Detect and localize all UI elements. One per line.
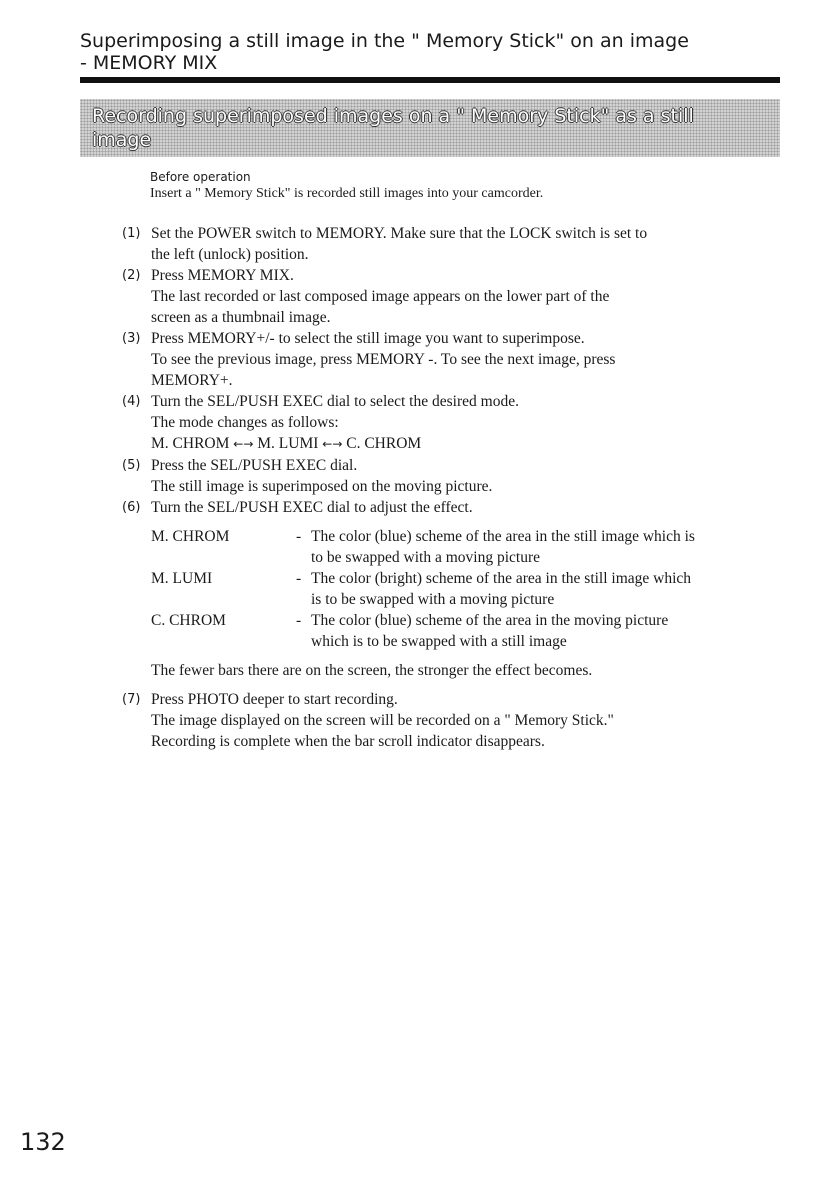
step-line: screen as a thumbnail image. — [151, 309, 331, 326]
page-header-title — [80, 30, 780, 74]
section-title-line-2: image — [92, 129, 152, 151]
mode-desc-line: The color (blue) scheme of the area in the moving picture — [311, 612, 669, 629]
step-line: The still image is superimposed on the moving picture. — [151, 478, 493, 495]
step-1 — [122, 223, 782, 265]
mode-table — [151, 526, 781, 652]
mode-dash: - — [296, 528, 302, 545]
mode-dash: - — [296, 612, 302, 629]
step-number: (1) — [122, 226, 141, 241]
step-line: MEMORY+. — [151, 372, 233, 389]
step-line: Press MEMORY+/- to select the still image you want to superimpose. — [151, 330, 585, 347]
header-title-line-2: - MEMORY MIX — [80, 52, 218, 74]
mode-desc-line: The color (blue) scheme of the area in the still image which is — [311, 528, 695, 545]
mode-name: M. CHROM — [151, 528, 230, 545]
step-line: Press the SEL/PUSH EXEC dial. — [151, 457, 358, 474]
step-line: The mode changes as follows: — [151, 414, 339, 431]
step-line: Turn the SEL/PUSH EXEC dial to adjust the effect. — [151, 499, 473, 516]
step-number: (6) — [122, 500, 141, 515]
effect-note: The fewer bars there are on the screen, the stronger the effect becomes. — [151, 662, 593, 679]
page-number: 132 — [20, 1128, 66, 1156]
mode-sequence-first: M. CHROM — [151, 435, 230, 452]
step-number: (4) — [122, 394, 141, 409]
header-rule — [80, 77, 780, 83]
mode-sequence-second: M. LUMI — [257, 435, 319, 452]
before-operation-text: Insert a " Memory Stick" is recorded still images into your camcorder. — [150, 186, 544, 201]
before-operation-heading: Before operation — [150, 170, 251, 184]
step-6 — [122, 497, 782, 681]
mode-desc-line: is to be swapped with a moving picture — [311, 591, 555, 608]
mode-row — [151, 526, 781, 568]
header-title-line-1: Superimposing a still image in the " Memory Stick" on an image — [80, 30, 689, 52]
step-2 — [122, 265, 782, 328]
section-title-line-1: Recording superimposed images on a " Memory Stick" as a still — [92, 105, 694, 127]
step-number: (3) — [122, 331, 141, 346]
step-line: Press PHOTO deeper to start recording. — [151, 691, 398, 708]
step-3 — [122, 328, 782, 391]
step-line: The last recorded or last composed image appears on the lower part of the — [151, 288, 610, 305]
step-line: Turn the SEL/PUSH EXEC dial to select the desired mode. — [151, 393, 519, 410]
step-line: Press MEMORY MIX. — [151, 267, 294, 284]
double-arrow-icon: ←→ — [322, 437, 343, 451]
mode-name: M. LUMI — [151, 570, 213, 587]
step-number: (5) — [122, 458, 141, 473]
mode-sequence — [151, 433, 781, 455]
double-arrow-icon: ←→ — [233, 437, 254, 451]
mode-row — [151, 610, 781, 652]
mode-dash: - — [296, 570, 302, 587]
mode-name: C. CHROM — [151, 612, 226, 629]
steps-list — [122, 223, 782, 752]
step-4 — [122, 391, 782, 455]
step-7 — [122, 689, 782, 752]
step-line: Set the POWER switch to MEMORY. Make sure that the LOCK switch is set to — [151, 225, 648, 242]
mode-desc-line: The color (bright) scheme of the area in the still image which — [311, 570, 692, 587]
mode-desc-line: which is to be swapped with a still image — [311, 633, 567, 650]
mode-desc-line: to be swapped with a moving picture — [311, 549, 541, 566]
step-5 — [122, 455, 782, 497]
step-number: (2) — [122, 268, 141, 283]
step-line: Recording is complete when the bar scroll indicator disappears. — [151, 733, 545, 750]
mode-row — [151, 568, 781, 610]
mode-sequence-third: C. CHROM — [346, 435, 422, 452]
step-line: To see the previous image, press MEMORY -. To see the next image, press — [151, 351, 616, 368]
step-number: (7) — [122, 692, 141, 707]
step-line: The image displayed on the screen will be recorded on a " Memory Stick." — [151, 712, 614, 729]
section-title — [92, 104, 782, 152]
step-line: the left (unlock) position. — [151, 246, 309, 263]
